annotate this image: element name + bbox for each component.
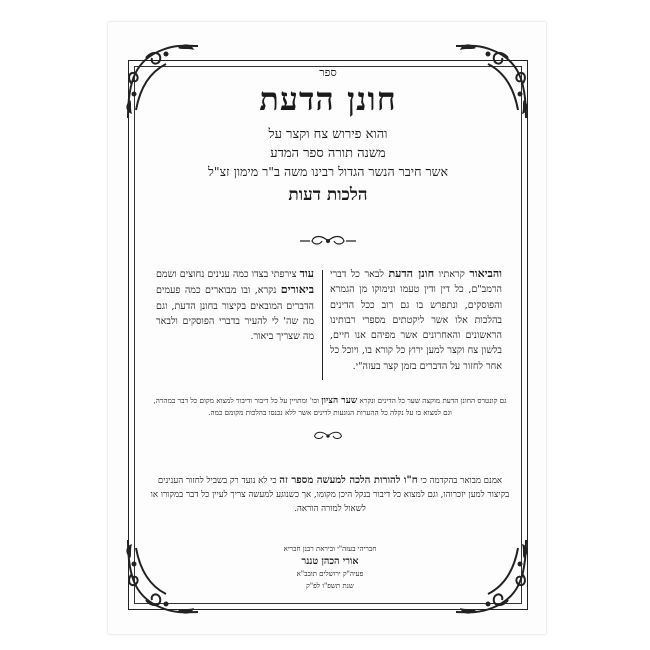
subtitle-line-1: והוא פירוש צח וקצר על [268, 127, 388, 142]
subtitle-line-3: אשר חיבר הנשר הגדול רבינו משה ב"ר מימון זצ"ל [208, 164, 448, 179]
signature-year: שנת תשפ"ו לפ"ק [306, 582, 354, 590]
disclaimer-bold: ח"ו להורות הלכה למעשה מספר זה [279, 475, 418, 486]
disclaimer-text-1: אמנם מבואר בהקדמה כי [420, 476, 503, 486]
right-column-text-2: לבאר כל דברי הרמב"ם, כל דין ודין טעמו ונימוקו מן הגמרא והפוסקים, ונתפרש בו גם רוב ככל הדינים בהלכות אלו אשר ליקטתים מספרי רבותינו הראשונים והאחרונים אשר מפיהם אנו חיים, בלשון צח וקצר למען ירוץ כל קורא בו, ויוכל כל אחר לחזור על הדברים בזמן קצר בעזה"י. [330, 269, 502, 372]
left-column-bold: ביאורים [280, 283, 314, 297]
signature-line-1: חבריהי בעזה"י וביראת רבנן חבריא [283, 545, 377, 553]
left-column-text-1: צירפתי בצדו כמה ענינים נחוצים ושמם [156, 269, 297, 280]
left-column-text [156, 266, 314, 344]
left-column-text-2: נקרא, ובו מבוארים כמה פעמים הדברים המובאים בקיצור בחונן הדעת, וגם מה שה' לי להעיר בדברי הפוסקים ולבאר מה שצריך ביאור. [156, 285, 314, 343]
subtitle-line-4: הלכות דעות [288, 185, 368, 205]
column-divider [322, 270, 323, 380]
right-column-text-1: קראתיו [438, 269, 465, 280]
shaar-hatziyun-note [152, 395, 508, 418]
left-column-lead: עוד [299, 267, 314, 280]
right-column-lead: והביאור [469, 267, 502, 280]
flourish-divider [296, 233, 360, 249]
signature-location: פעיה"ק ירושלים תובב"א [296, 570, 364, 578]
author-name: אורי הכהן טננר [301, 556, 359, 567]
sefer-label: ספר [319, 66, 337, 79]
disclaimer-text-2: כי לא נועד רק בשביל לחזור הענינים בקיצור למען יזכרוהו, וגם למצוא כל דיבור בנקל היכן מקומו, אך כשנוגע למעשה צריך לעיין כל דבר במקורו או לשאול למורה הוראה. [150, 476, 510, 514]
disclaimer-paragraph [150, 474, 510, 516]
flourish-divider-small [301, 428, 355, 444]
subtitle-line-2: משנה תורה ספר המדע [270, 146, 386, 161]
note-text-2: וכו' ומתויין על כל דיבור ודיבור למצוא מקום כל דבר במהרה, וגם למצוא בו על נקלה כל ההערות הנוגעות לדינים אשר ללא נכנסו בהלכות מקומם כמה. [153, 396, 452, 417]
right-column-text [330, 266, 502, 374]
note-bold: שער הציון [321, 396, 358, 406]
book-title: חונן הדעת [259, 80, 397, 118]
note-text-1: גם קונטרס החונן הדעת מוקצה שער כל הדינים ונקרא [359, 396, 507, 405]
right-column-bold: חונן הדעת [388, 267, 435, 280]
